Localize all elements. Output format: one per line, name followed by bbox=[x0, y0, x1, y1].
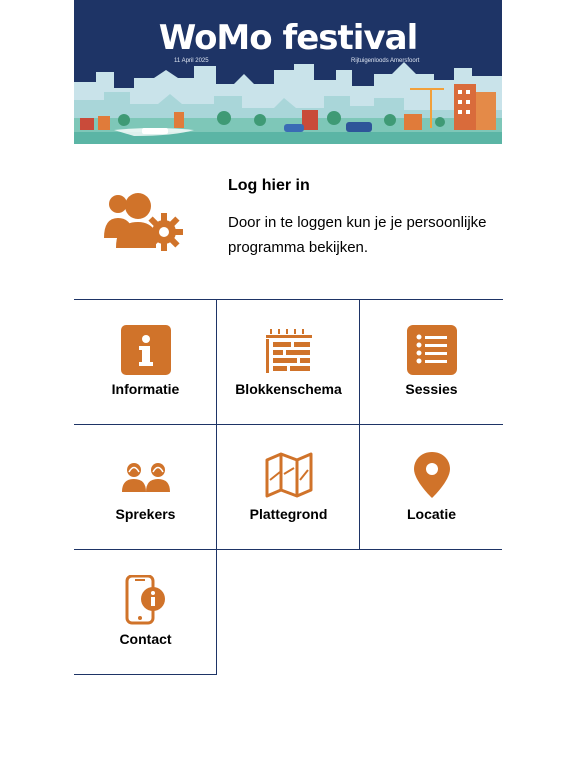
menu-tile-informatie[interactable] bbox=[74, 299, 217, 424]
menu-label: Locatie bbox=[406, 506, 456, 522]
login-description: Door in te loggen kun je je persoonlijke programma bekijken. bbox=[228, 214, 487, 256]
menu-label: Contact bbox=[119, 631, 172, 647]
grid-divider bbox=[74, 549, 502, 550]
location-pin-icon bbox=[407, 450, 457, 500]
menu-label: Informatie bbox=[111, 381, 180, 397]
info-icon bbox=[121, 325, 171, 375]
grid-divider bbox=[216, 299, 217, 675]
grid-divider bbox=[359, 299, 360, 550]
festival-date: 11 April 2025 bbox=[174, 58, 209, 64]
festival-venue: Rijtuigenloods Amersfoort bbox=[351, 58, 420, 64]
festival-title: WoMo festival bbox=[158, 18, 418, 58]
menu-label: Plattegrond bbox=[249, 506, 328, 522]
menu-tile-locatie[interactable] bbox=[360, 424, 503, 549]
map-icon bbox=[264, 450, 314, 500]
menu-tile-sprekers[interactable] bbox=[74, 424, 217, 549]
festival-banner bbox=[74, 0, 502, 144]
menu-label: Sprekers bbox=[115, 506, 176, 522]
user-group-gear-icon bbox=[104, 192, 186, 252]
menu-tile-sessies[interactable] bbox=[360, 299, 503, 424]
login-title: Log hier in bbox=[228, 177, 310, 194]
menu-label: Blokkenschema bbox=[235, 381, 342, 397]
grid-divider bbox=[74, 674, 217, 675]
phone-info-icon bbox=[121, 575, 171, 625]
menu-tile-contact[interactable] bbox=[74, 549, 217, 674]
login-panel[interactable] bbox=[74, 160, 502, 280]
speakers-icon bbox=[121, 450, 171, 500]
app-screen bbox=[74, 0, 502, 768]
menu-tile-blokkenschema[interactable] bbox=[217, 299, 360, 424]
menu-tile-plattegrond[interactable] bbox=[217, 424, 360, 549]
list-icon bbox=[407, 325, 457, 375]
menu-label: Sessies bbox=[405, 381, 458, 397]
schedule-grid-icon bbox=[264, 325, 314, 375]
